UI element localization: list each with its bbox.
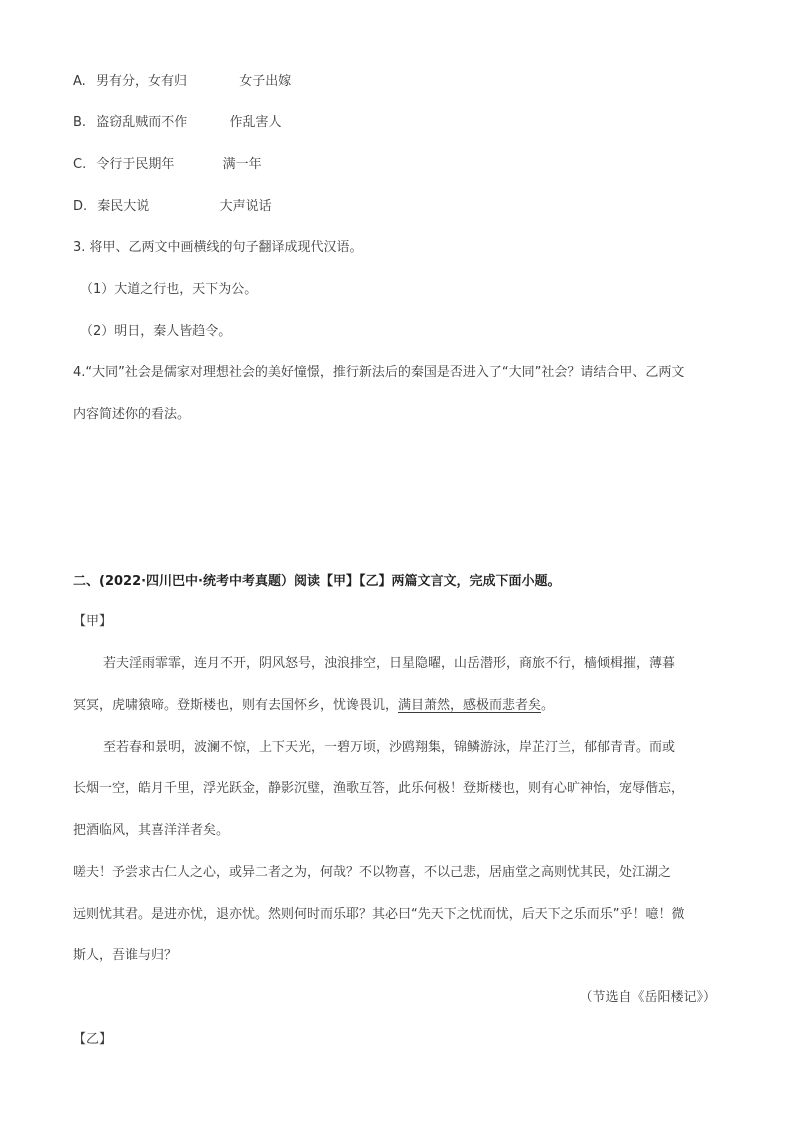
option-a [73, 74, 291, 90]
passage-source: （节选自《岳阳楼记》） [579, 990, 716, 1005]
option-letter: A. [73, 74, 86, 89]
passage-p2-line-3: 把酒临风，其喜洋洋者矣。 [73, 823, 230, 838]
passage-p3-line-2: 远则忧其君。是进亦忧，退亦忧。然则何时而乐耶？其必曰“先天下之忧而忧，后天下之乐而乐”乎！噫！微 [73, 907, 685, 922]
question-3-item-2: （2）明日，秦人皆趋令。 [80, 324, 232, 339]
question-3-prompt: 3. 将甲、乙两文中画横线的句子翻译成现代汉语。 [73, 240, 363, 255]
passage-text: 。 [541, 698, 555, 713]
option-c [73, 157, 262, 173]
option-letter: D. [73, 199, 88, 214]
question-4-line-2: 内容简述你的看法。 [73, 407, 191, 422]
underlined-sentence: 满目萧然，感极而悲者矣 [398, 698, 542, 713]
passage-p1-line-2 [73, 698, 554, 714]
question-3-item-1: （1）大道之行也，天下为公。 [80, 282, 258, 297]
option-text: 男有分，女有归 [95, 74, 187, 89]
option-text: 盗窃乱贼而不作 [96, 115, 188, 130]
passage-p2-line-2: 长烟一空，皓月千里，浮光跃金，静影沉璧，渔歌互答，此乐何极！登斯楼也，则有心旷神怡，宠辱偕忘， [73, 781, 685, 796]
question-4-line-1: 4.“大同”社会是儒家对理想社会的美好憧憬，推行新法后的秦国是否进入了“大同”社会？请结合甲、乙两文 [73, 365, 685, 380]
option-d [73, 199, 272, 215]
section-2-heading: 二、(2022·四川巴中·统考中考真题）阅读【甲】【乙】两篇文言文，完成下面小题。 [73, 574, 561, 589]
passage-p3-line-1: 嗟夫！予尝求古仁人之心，或异二者之为，何哉？不以物喜，不以己悲，居庙堂之高则忧其民，处江湖之 [73, 865, 672, 880]
option-text: 秦民大说 [97, 199, 150, 214]
option-b [73, 115, 282, 131]
yi-label: 【乙】 [73, 1032, 113, 1047]
option-letter: C. [73, 157, 87, 172]
passage-p1-line-1: 若夫淫雨霏霏，连月不开，阴风怒号，浊浪排空，日星隐曜，山岳潜形，商旅不行，樯倾楫摧，薄暮 [103, 656, 676, 671]
passage-p3-line-3: 斯人，吾谁与归？ [73, 948, 178, 963]
passage-text: 冥冥，虎啸猿啼。登斯楼也，则有去国怀乡，忧谗畏讥， [73, 698, 399, 713]
option-meaning: 大声说话 [219, 199, 272, 214]
option-text: 令行于民期年 [96, 157, 175, 172]
option-meaning: 女子出嫁 [239, 74, 292, 89]
option-letter: B. [73, 115, 87, 130]
option-meaning: 作乱害人 [229, 115, 282, 130]
option-meaning: 满一年 [222, 157, 262, 172]
jia-label: 【甲】 [73, 614, 113, 629]
passage-p2-line-1: 至若春和景明，波澜不惊，上下天光，一碧万顷，沙鸥翔集，锦鳞游泳，岸芷汀兰，郁郁青青。而或 [103, 740, 676, 755]
